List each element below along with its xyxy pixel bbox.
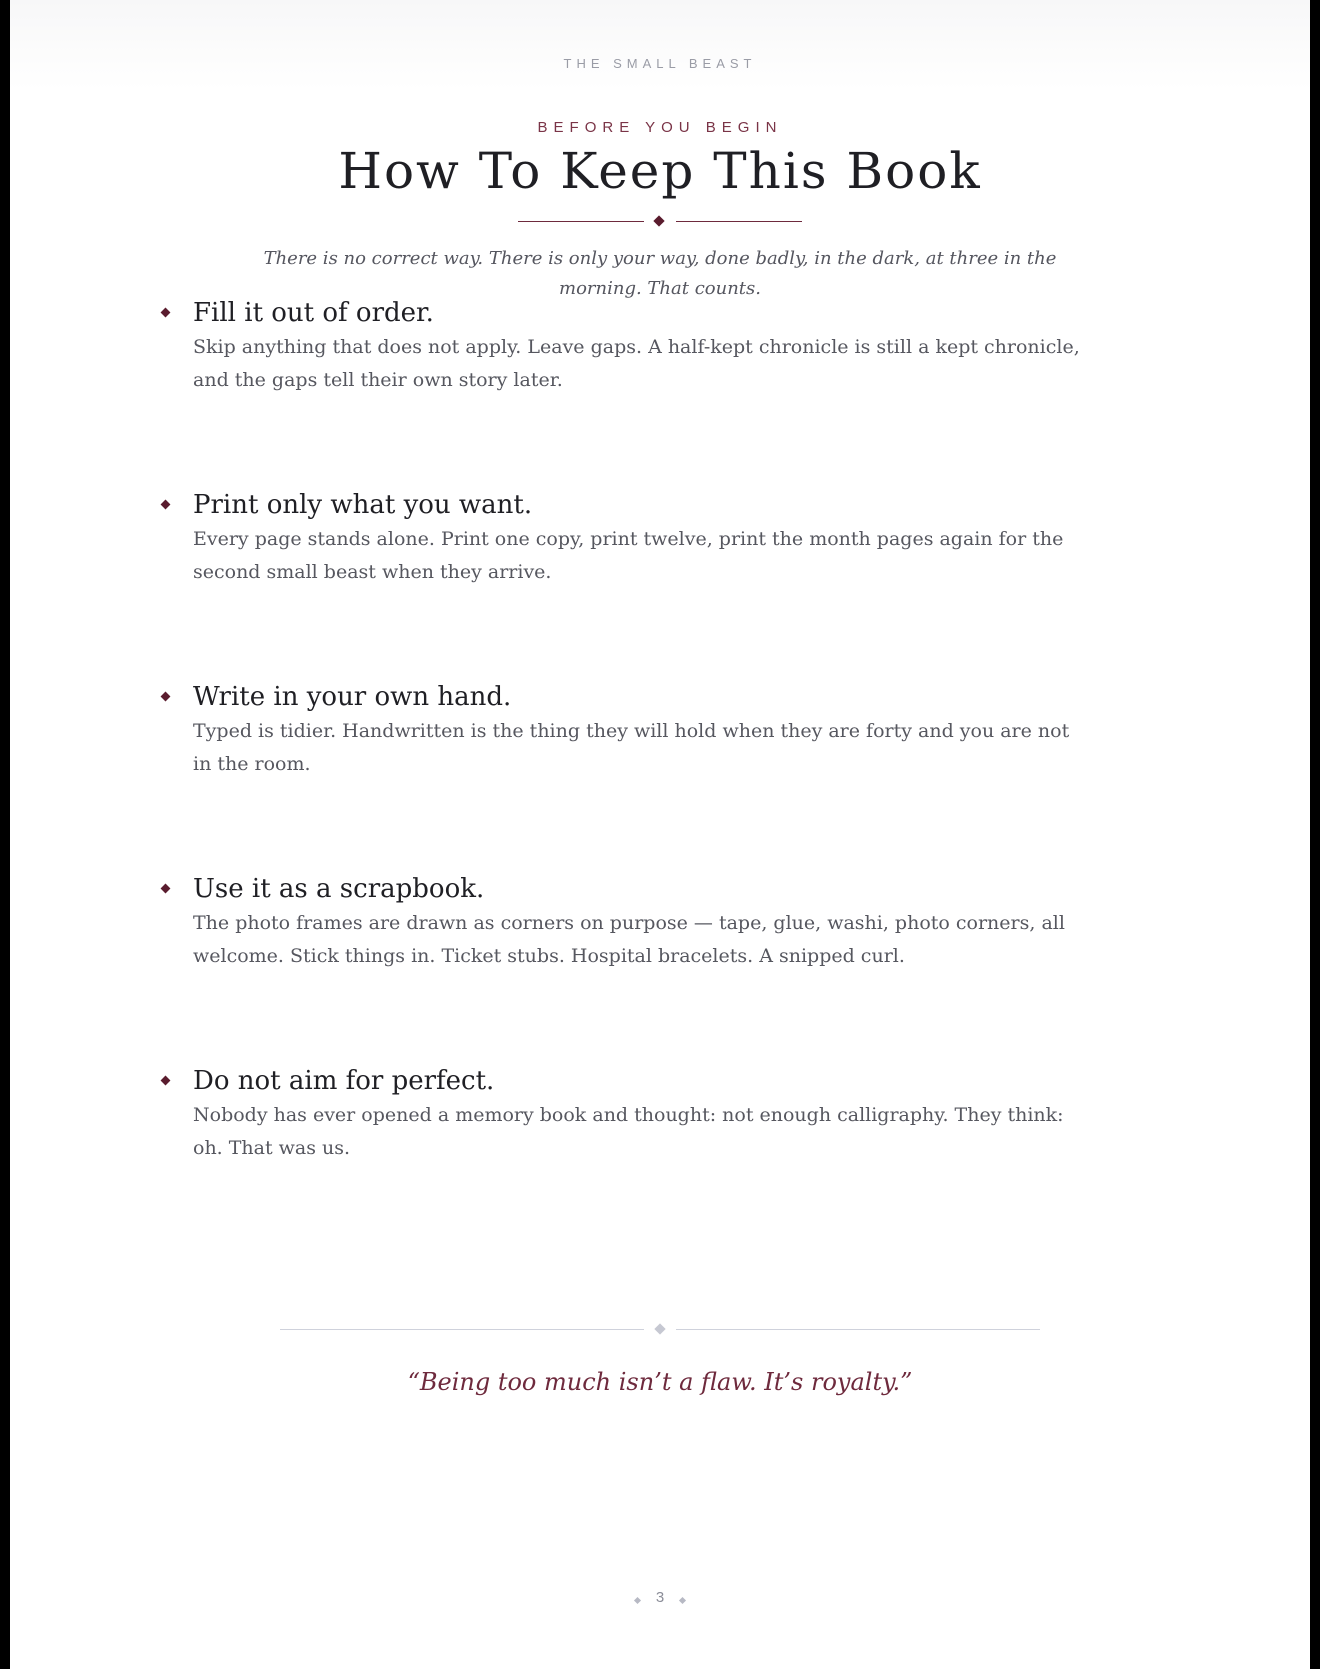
diamond-ornament-icon (653, 215, 664, 226)
document-page (10, 0, 1310, 1669)
rule-title: Print only what you want. (193, 490, 533, 520)
rule-title: Fill it out of order. (193, 298, 434, 328)
intro-text: There is no correct way. There is only your way, done badly, in the dark, at three in the morning. That counts. (263, 248, 1057, 299)
diamond-bullet-icon (161, 884, 171, 894)
rule-title: Write in your own hand. (193, 682, 512, 712)
running-header: THE SMALL BEAST (563, 56, 757, 71)
page-number-footer (10, 1589, 1310, 1611)
diamond-ornament-icon (654, 1323, 665, 1334)
rule-title: Use it as a scrapbook. (193, 874, 485, 904)
diamond-bullet-icon (161, 692, 171, 702)
page-title: How To Keep This Book (338, 142, 982, 200)
rule-title: Do not aim for perfect. (193, 1066, 495, 1096)
rule-body: Skip anything that does not apply. Leave gaps. A half-kept chronicle is still a kept chronicle, and the gaps tell their own story later. (193, 336, 1080, 391)
rule-body: Nobody has ever opened a memory book and thought: not enough calligraphy. They think: oh. That was us. (193, 1104, 1064, 1159)
diamond-ornament-icon (679, 1597, 686, 1604)
page-top-shade (10, 0, 1310, 90)
rule-body: The photo frames are drawn as corners on purpose — tape, glue, washi, photo corners, all welcome. Stick things in. Ticket stubs. Hospital bracelets. A snipped curl. (193, 912, 1065, 967)
section-eyebrow: BEFORE YOU BEGIN (537, 119, 783, 136)
diamond-bullet-icon (161, 1076, 171, 1086)
diamond-ornament-icon (634, 1597, 641, 1604)
diamond-bullet-icon (161, 308, 171, 318)
divider-line-left (518, 221, 644, 222)
page-number: 3 (655, 1589, 665, 1606)
divider-line-right (676, 1329, 1040, 1330)
closing-quote: “Being too much isn’t a flaw. It’s royalty.” (407, 1368, 913, 1396)
rule-body: Typed is tidier. Handwritten is the thing they will hold when they are forty and you are not in the room. (193, 720, 1070, 775)
title-divider (10, 215, 1310, 229)
rule-body: Every page stands alone. Print one copy, print twelve, print the month pages again for the second small beast when they arrive. (193, 528, 1064, 583)
divider-line-right (676, 221, 802, 222)
diamond-bullet-icon (161, 500, 171, 510)
divider-line-left (280, 1329, 644, 1330)
quote-divider (10, 1323, 1310, 1337)
